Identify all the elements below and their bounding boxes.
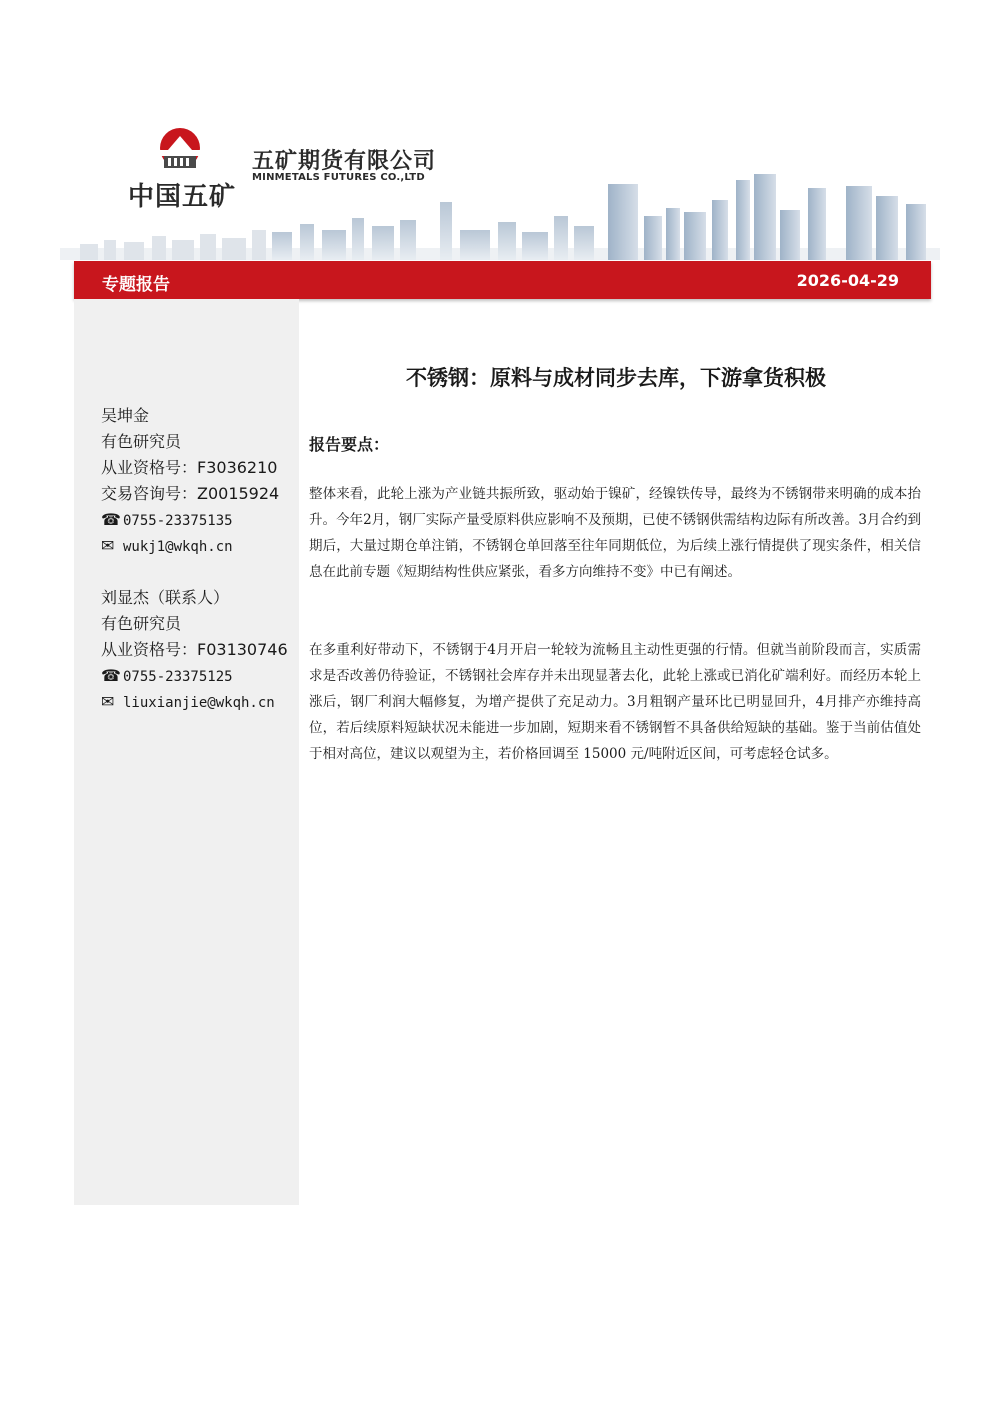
section-heading: 报告要点： — [309, 435, 390, 454]
group-logo-text: 中国五矿 — [128, 182, 237, 212]
analyst-card — [101, 585, 288, 715]
analyst-card — [101, 403, 279, 559]
company-name-cn: 五矿期货有限公司 — [252, 149, 437, 174]
report-date: 2026-04-29 — [796, 271, 899, 290]
company-name-en: MINMETALS FUTURES CO.,LTD — [252, 172, 425, 183]
analyst-qualification: 从业资格号：F3036210 — [101, 458, 278, 477]
analyst-phone-row — [101, 507, 279, 533]
body-paragraph: 整体来看，此轮上涨为产业链共振所致，驱动始于镍矿，经镍铁传导，最终为不锈钢带来明确的成本抬升。今年2月，钢厂实际产量受原料供应影响不及预期，已使不锈钢供需结构边际有所改善。3月合约到期后，大量过期仓单注销，不锈钢仓单回落至往年同期低位，为后续上涨行情提供了现实条件，相关信息在此前专题《短期结构性供应紧张，看多方向维持不变》中已有阐述。 — [309, 486, 921, 580]
analyst-consult-number: 交易咨询号：Z0015924 — [101, 484, 280, 503]
analyst-name: 吴坤金 — [101, 406, 150, 425]
analyst-email[interactable]: liuxianjie@wkqh.cn — [123, 695, 275, 711]
analyst-phone: 0755-23375135 — [123, 513, 233, 529]
report-title: 不锈钢：原料与成材同步去库，下游拿货积极 — [406, 366, 826, 390]
analyst-phone-row — [101, 663, 288, 689]
analyst-email-row — [101, 689, 288, 715]
report-banner — [74, 261, 931, 299]
analyst-title: 有色研究员 — [101, 614, 182, 633]
envelope-icon: ✉ — [101, 536, 115, 555]
analyst-sidebar — [74, 299, 299, 1205]
analyst-title: 有色研究员 — [101, 432, 182, 451]
report-type: 专题报告 — [102, 275, 170, 295]
envelope-icon: ✉ — [101, 692, 115, 711]
analyst-email-row — [101, 533, 279, 559]
analyst-name: 刘显杰（联系人） — [101, 588, 230, 607]
phone-icon: ☎ — [101, 666, 121, 685]
analyst-email[interactable]: wukj1@wkqh.cn — [123, 539, 233, 555]
minmetals-emblem-icon — [150, 126, 210, 176]
phone-icon: ☎ — [101, 510, 121, 529]
analyst-qualification: 从业资格号：F03130746 — [101, 640, 288, 659]
page-header — [0, 0, 992, 262]
analyst-phone: 0755-23375125 — [123, 669, 233, 685]
body-paragraph: 在多重利好带动下，不锈钢于4月开启一轮较为流畅且主动性更强的行情。但就当前阶段而言，实质需求是否改善仍待验证，不锈钢社会库存并未出现显著去化，此轮上涨或已消化矿端利好。而经历本轮上涨后，钢厂利润大幅修复，为增产提供了充足动力。3月粗钢产量环比已明显回升，4月排产亦维持高位，若后续原料短缺状况未能进一步加剧，短期来看不锈钢暂不具备供给短缺的基础。鉴于当前估值处于相对高位，建议以观望为主，若价格回调至 15000 元/吨附近区间，可考虑轻仓试多。 — [309, 642, 921, 762]
